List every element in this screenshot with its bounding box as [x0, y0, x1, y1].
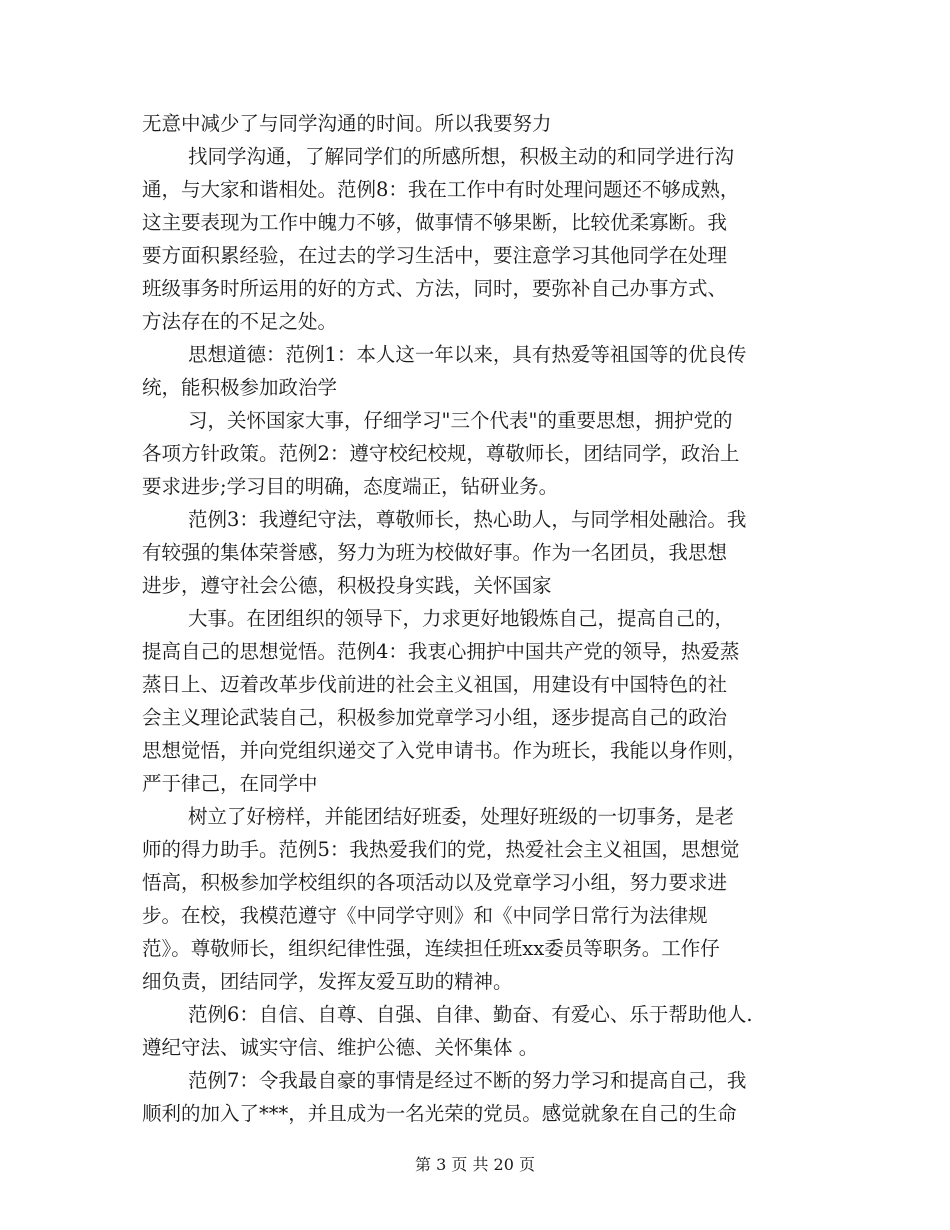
text-line: 各项方针政策。范例2：遵守校纪校规，尊敬师长，团结同学，政治上 — [142, 442, 740, 465]
text-line: 通，与大家和谐相处。范例8：我在工作中有时处理问题还不够成熟， — [142, 178, 740, 201]
text-line: 进步，遵守社会公德，积极投身实践，关怀国家 — [142, 574, 552, 597]
text-line: 范例6：自信、自尊、自强、自律、勤奋、有爱心、乐于帮助他人. — [188, 1003, 753, 1026]
text-line: 遵纪守法、诚实守信、维护公德、关怀集体 。 — [142, 1036, 539, 1059]
text-line: 范例7：令我最自豪的事情是经过不断的努力学习和提高自己，我 — [188, 1069, 747, 1092]
text-line: 顺利的加入了***，并且成为一名光荣的党员。感觉就象在自己的生命 — [142, 1102, 737, 1125]
text-line: 要方面积累经验，在过去的学习生活中，要注意学习其他同学在处理 — [142, 244, 728, 267]
text-line: 思想觉悟，并向党组织递交了入党申请书。作为班长，我能以身作则， — [142, 739, 747, 762]
text-line: 统，能积极参加政治学 — [142, 376, 338, 399]
text-line: 提高自己的思想觉悟。范例4：我衷心拥护中国共产党的领导，热爱蒸 — [142, 640, 740, 663]
text-line: 班级事务时所运用的好的方式、方法，同时，要弥补自己办事方式、 — [142, 277, 728, 300]
text-line: 会主义理论武装自己，积极参加党章学习小组，逐步提高自己的政治 — [142, 706, 728, 729]
text-line: 找同学沟通，了解同学们的所感所想，积极主动的和同学进行沟 — [188, 145, 735, 168]
text-line: 严于律己，在同学中 — [142, 772, 318, 795]
text-line: 范例3：我遵纪守法，尊敬师长，热心助人，与同学相处融洽。我 — [188, 508, 747, 531]
text-line: 要求进步;学习目的明确，态度端正，钻研业务。 — [142, 475, 559, 498]
page-footer: 第 3 页 共 20 页 — [415, 1155, 535, 1174]
text-line: 步。在校，我模范遵守《中同学守则》和《中同学日常行为法律规 — [142, 904, 708, 927]
text-line: 范》。尊敬师长，组织纪律性强，连续担任班xx委员等职务。工作仔 — [142, 937, 720, 960]
text-line: 方法存在的不足之处。 — [142, 310, 338, 333]
text-line: 无意中减少了与同学沟通的时间。所以我要努力 — [142, 112, 552, 135]
text-line: 蒸日上、迈着改革步伐前进的社会主义祖国，用建设有中国特色的社 — [142, 673, 728, 696]
text-line: 习，关怀国家大事，仔细学习"三个代表"的重要思想，拥护党的 — [188, 409, 733, 432]
text-line: 师的得力助手。范例5：我热爱我们的党，热爱社会主义祖国，思想觉 — [142, 838, 740, 861]
text-line: 悟高，积极参加学校组织的各项活动以及党章学习小组，努力要求进 — [142, 871, 728, 894]
text-line: 大事。在团组织的领导下，力求更好地锻炼自己，提高自己的， — [188, 607, 735, 630]
document-body — [142, 107, 822, 1130]
text-line: 这主要表现为工作中魄力不够，做事情不够果断，比较优柔寡断。我 — [142, 211, 728, 234]
text-line: 有较强的集体荣誉感，努力为班为校做好事。作为一名团员，我思想 — [142, 541, 728, 564]
text-line: 细负责，团结同学，发挥友爱互助的精神。 — [142, 970, 513, 993]
text-line: 思想道德：范例1：本人这一年以来，具有热爱等祖国等的优良传 — [188, 343, 747, 366]
text-line: 树立了好榜样，并能团结好班委，处理好班级的一切事务，是老 — [188, 805, 735, 828]
